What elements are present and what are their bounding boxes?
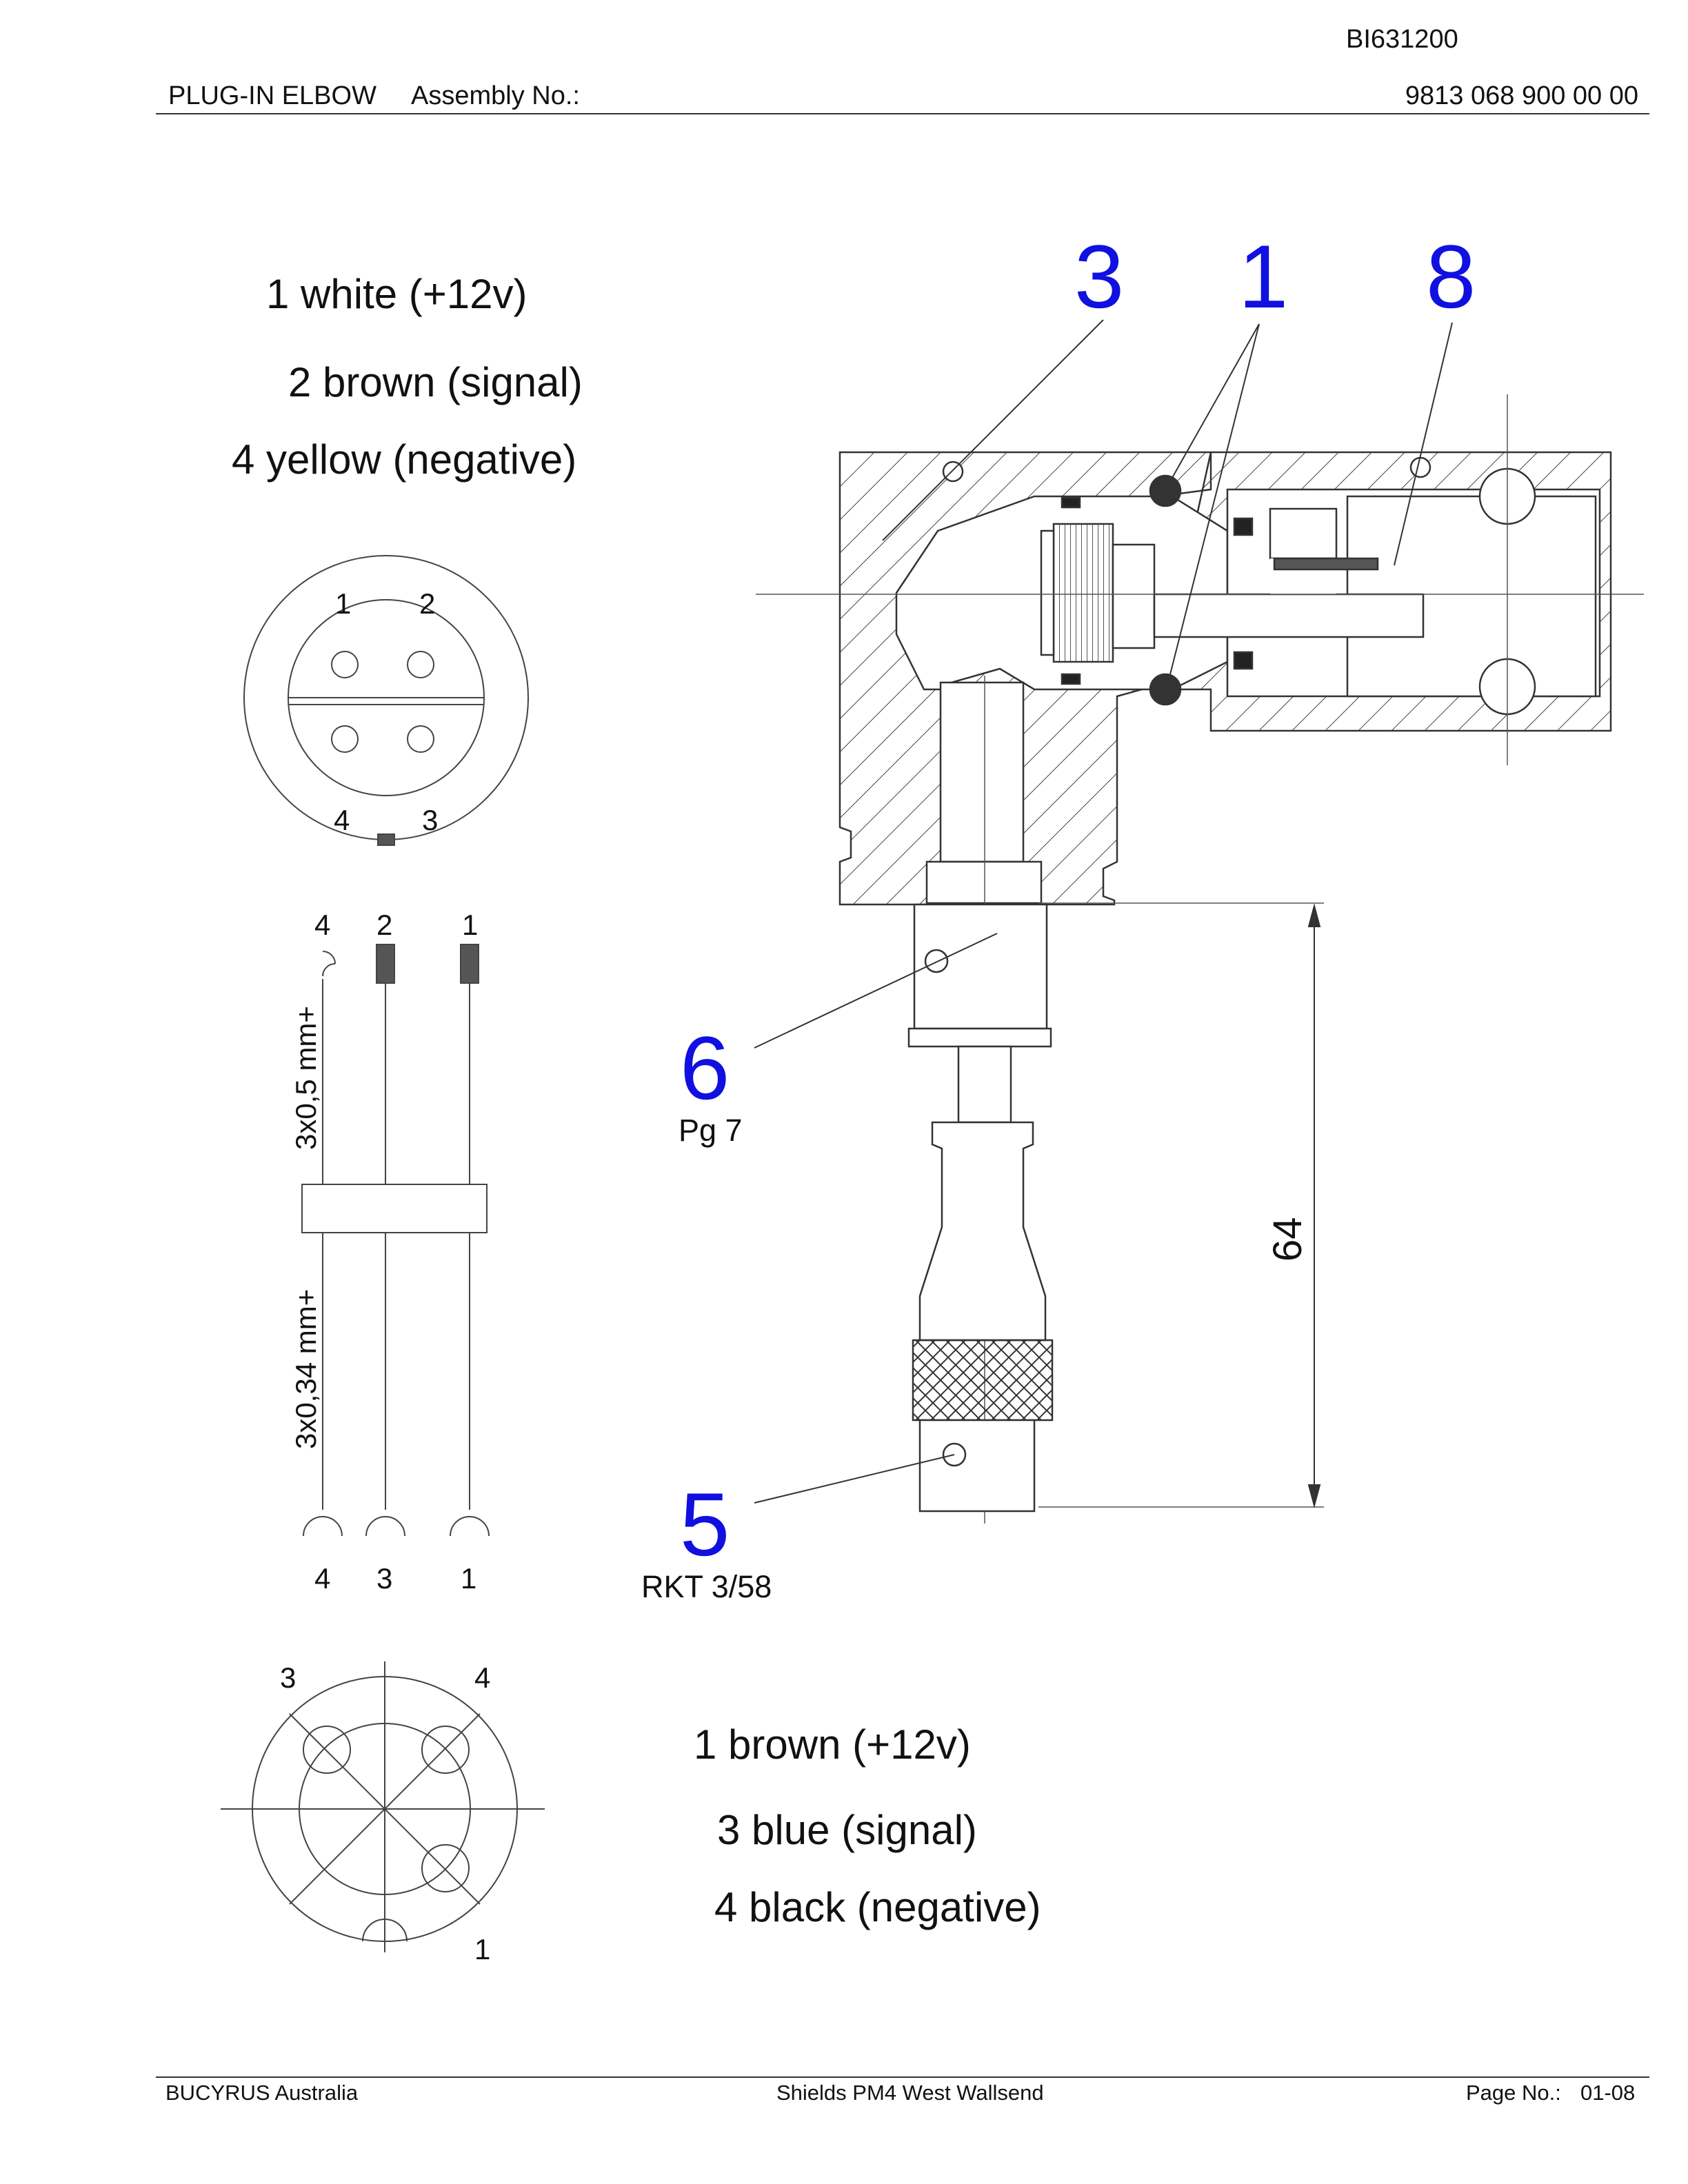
footer-page-number: 01-08	[1580, 2081, 1636, 2105]
cable-top-pin-2: 2	[376, 909, 393, 941]
footer-page-label: Page No.:	[1466, 2081, 1561, 2105]
cable-upper-spec: 3x0,5 mm+	[290, 1006, 322, 1150]
bottom-pin-label-4: 4	[474, 1661, 491, 1694]
bottom-wiring-line-2: 3 blue (signal)	[717, 1807, 977, 1853]
callout-6: 6	[680, 1018, 730, 1118]
dimension-label: 64	[1265, 1217, 1310, 1262]
top-wiring-line-2: 2 brown (signal)	[288, 359, 583, 405]
assembly-label: Assembly No.:	[411, 81, 580, 110]
bottom-pin-label-1: 1	[474, 1933, 491, 1965]
cable-bottom-pin-4: 4	[314, 1562, 331, 1595]
footer-project: Shields PM4 West Wallsend	[776, 2081, 1044, 2105]
callout-5: 5	[680, 1474, 730, 1575]
bottom-wiring-line-1: 1 brown (+12v)	[694, 1721, 971, 1768]
elbow-body	[840, 452, 1611, 904]
callout-6-spec: Pg 7	[679, 1113, 743, 1148]
top-pin-label-3: 3	[422, 804, 439, 836]
callout-5-spec: RKT 3/58	[641, 1569, 772, 1604]
top-pin-label-1: 1	[335, 587, 352, 620]
cable-lower-spec: 3x0,34 mm+	[290, 1288, 322, 1449]
drawing-title: PLUG-IN ELBOW	[168, 81, 376, 110]
callout-8: 8	[1426, 226, 1476, 327]
cable-gland	[909, 904, 1052, 1511]
cable-bottom-pin-1: 1	[461, 1562, 477, 1595]
dimension-64	[1309, 906, 1320, 1506]
cable-diagram	[302, 944, 489, 1536]
callout-3: 3	[1074, 226, 1125, 327]
footer-rule	[156, 2076, 1649, 2078]
cable-bottom-pin-3: 3	[376, 1562, 393, 1595]
bottom-wiring-line-3: 4 black (negative)	[714, 1884, 1041, 1930]
top-wiring-line-3: 4 yellow (negative)	[232, 436, 577, 483]
bottom-pin-label-3: 3	[280, 1661, 297, 1694]
top-connector-face	[244, 556, 528, 845]
assembly-number: 9813 068 900 00 00	[1405, 81, 1638, 110]
cable-top-pin-1: 1	[462, 909, 479, 941]
top-pin-label-2: 2	[419, 587, 436, 620]
top-wiring-line-1: 1 white (+12v)	[266, 271, 528, 317]
top-pin-label-4: 4	[334, 804, 350, 836]
document-id: BI631200	[1346, 25, 1458, 54]
callout-1: 1	[1238, 226, 1289, 327]
cable-top-pin-4: 4	[314, 909, 331, 941]
bottom-connector-face	[221, 1661, 545, 1952]
footer-company: BUCYRUS Australia	[165, 2081, 359, 2105]
